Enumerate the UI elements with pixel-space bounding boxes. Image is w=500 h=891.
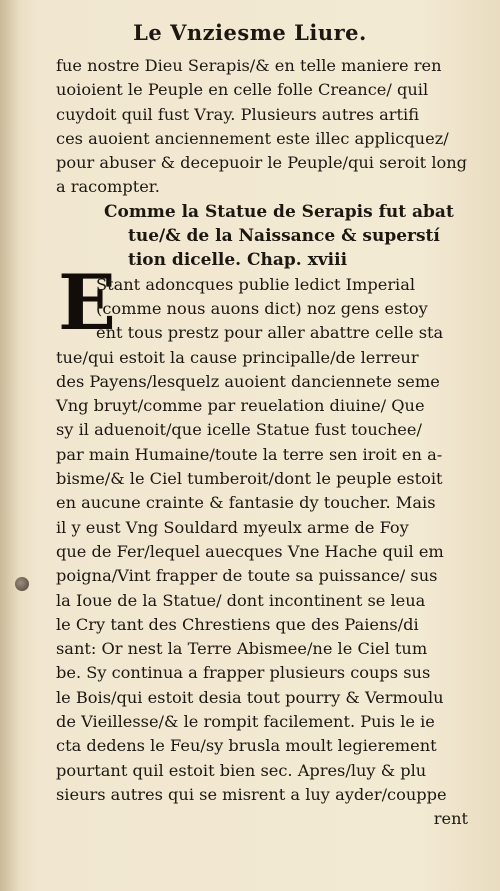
text-line: la Ioue de la Statue/ dont incontinent se leua [56,590,426,610]
text-line: de Vieillesse/& le rompit facilement. Puis le ie [56,712,435,732]
decorated-initial-letter: E [58,258,116,347]
text-line: le Bois/qui estoit desia tout pourry & Vermoulu [56,687,444,707]
text-block [56,54,488,832]
text-line: cta dedens le Feu/sy brusla moult legierement [56,736,437,756]
text-line: par main Humaine/toute la terre sen iroit en a- [56,444,443,464]
text-line: pourtant quil estoit bien sec. Apres/luy & plu [56,760,427,780]
text-line: Stant adoncques publie ledict Imperial [96,274,416,294]
text-line: sieurs autres qui se misrent a luy ayder/couppe [56,784,447,804]
text-line: poigna/Vint frapper de toute sa puissance/ sus [56,566,438,586]
text-line: uoioient le Peuple en celle folle Creance/ quil [56,80,429,100]
text-line: tue/qui estoit la cause principalle/de lerreur [56,347,419,367]
text-line: le Cry tant des Chrestiens que des Paiens/di [56,614,419,634]
catchword: rent [433,809,468,829]
text-line: des Payens/lesquelz auoient danciennete seme [56,371,440,391]
chapter-heading-line: Comme la Statue de Serapis fut abat [104,201,454,222]
text-line: en aucune crainte & fantasie dy toucher. Mais [56,493,436,513]
binding-hole [15,577,29,591]
text-line: que de Fer/lequel auecques Vne Hache quil em [56,541,444,561]
chapter-heading-line: tue/& de la Naissance & superstí [128,226,440,247]
text-line: Vng bruyt/comme par reuelation diuine/ Que [56,396,425,416]
text-line: sy il aduenoit/que icelle Statue fust touchee/ [56,420,422,440]
text-line: sant: Or nest la Terre Abismee/ne le Ciel tum [56,639,428,659]
text-line: be. Sy continua a frapper plusieurs coups sus [56,663,431,683]
running-title: Le Vnziesme Liure. [133,20,367,45]
text-line: il y eust Vng Souldard myeulx arme de Foy [56,517,409,537]
text-line: pour abuser & decepuoir le Peuple/qui seroit long [56,153,468,173]
text-line: ent tous prestz pour aller abattre celle sta [96,323,444,343]
chapter-heading-line: tion dicelle. Chap. xviii [128,250,348,271]
text-line: bisme/& le Ciel tumberoit/dont le peuple estoit [56,469,443,489]
page-gutter-shadow [0,0,20,891]
text-line: ces auoient anciennement este illec applicquez/ [56,128,449,148]
text-line: a racompter. [56,177,160,197]
text-line: fue nostre Dieu Serapis/& en telle maniere ren [56,56,442,75]
text-line: (comme nous auons dict) noz gens estoy [96,298,428,318]
text-line: cuydoit quil fust Vray. Plusieurs autres artifi [56,104,419,124]
